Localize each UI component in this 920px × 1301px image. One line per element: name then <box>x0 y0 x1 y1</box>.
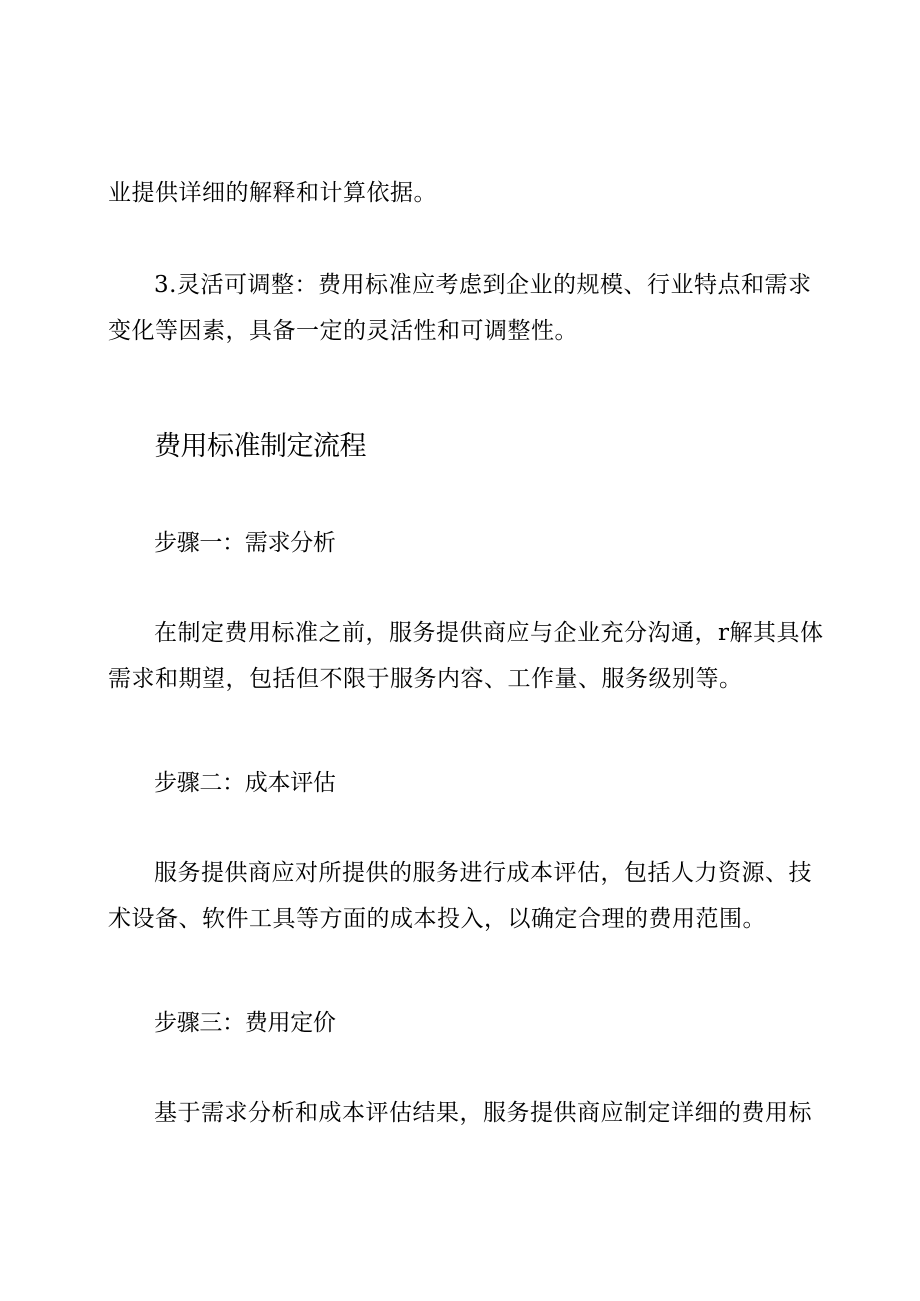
paragraph-line: 业提供详细的解释和计算依据。 <box>108 180 437 206</box>
section-heading: 费用标准制定流程 <box>154 431 366 462</box>
paragraph-line: 3.灵活可调整：费用标准应考虑到企业的规模、行业特点和需求 <box>154 272 812 298</box>
paragraph-requirement-analysis <box>108 610 824 702</box>
step3-heading: 步骤三：费用定价 <box>154 1010 336 1036</box>
paragraph-line: 需求和期望，包括但不限于服务内容、工作量、服务级别等。 <box>108 666 743 692</box>
paragraph-pricing <box>108 1090 812 1136</box>
paragraph-line: 术设备、软件工具等方面的成本投入，以确定合理的费用范围。 <box>108 906 766 932</box>
paragraph-line: 变化等因素，具备一定的灵活性和可调整性。 <box>108 318 578 344</box>
step2-heading: 步骤二：成本评估 <box>154 770 336 796</box>
paragraph-cost-evaluation <box>108 850 812 942</box>
paragraph-continuation <box>108 170 808 216</box>
paragraph-line: 在制定费用标准之前，服务提供商应与企业充分沟通，r解其具体 <box>154 620 824 646</box>
paragraph-line: 服务提供商应对所提供的服务进行成本评估，包括人力资源、技 <box>154 860 812 886</box>
paragraph-line: 基于需求分析和成本评估结果，服务提供商应制定详细的费用标 <box>154 1100 812 1126</box>
step1-heading: 步骤一：需求分析 <box>154 530 336 556</box>
paragraph-flexible-adjustable <box>108 262 812 354</box>
